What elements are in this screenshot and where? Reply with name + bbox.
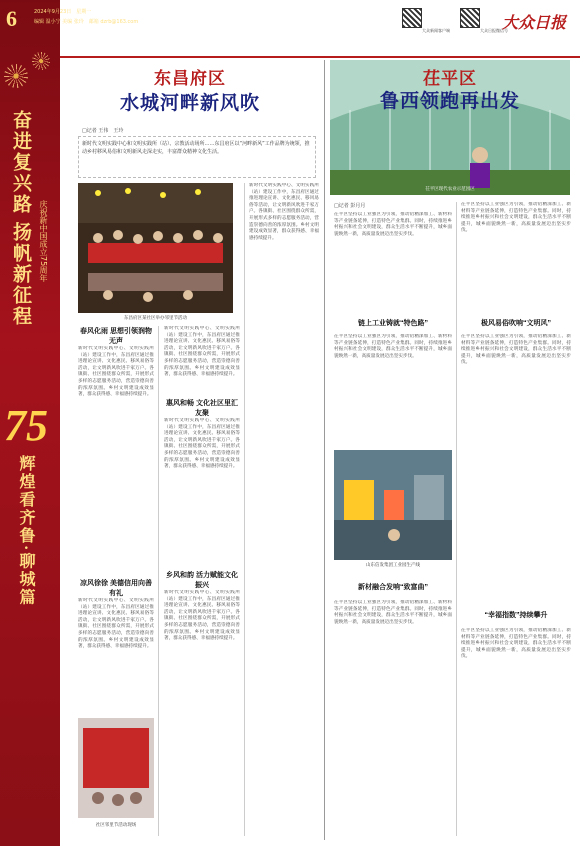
left-subhead-4: 乡风和韵 活力赋能文化振兴 (166, 572, 238, 589)
right-photo-caption: 茌平区现代农业示范园区 (425, 187, 475, 192)
column-divider (244, 183, 245, 836)
newspaper-logo: 大众日报 (502, 15, 567, 32)
right-headline-1: 茌平区 (423, 69, 477, 88)
qr-right-label: 大众日报微信号 (480, 28, 508, 33)
left-subhead-1: 春风化雨 思想引领润物无声 (80, 328, 152, 345)
left-photo-caption: 东昌府区某社区举办邻里节活动 (124, 316, 187, 321)
right-body-col2: 茌平区坚持以工业强区为引领，推动铝精深加工、新材料等产业链条延伸，打造特色产业集群。同时，持续推进乡村振兴和社会文明建设，群众生活水平不断提升，城乡面貌焕然一新，高质量发展迈出坚实步伐。 (461, 202, 571, 234)
firework-decoration (4, 64, 28, 88)
sidebar-slogan: 辉煌看齐鲁·聊城篇 (17, 455, 34, 607)
column-divider (456, 202, 457, 836)
left-subhead-2: 惠风和畅 文化社区里汇友聚 (166, 400, 238, 417)
left-lead: 新时代文明实践中心和文明实践所（站）、宗教活动场所……东昌府区以“河畔新风”工作品牌为统领，推动乡村移风易俗和文明新风走深走实，丰富群众精神文化生活。 (78, 136, 316, 178)
left-body-col1b: 新时代文明实践中心、文明实践所（站）建设工作中，东昌府区通过推进理论宣讲、文化惠民、移风易俗等活动，让文明新风吹进千家万户。各镇街、社区围绕群众所需，开展形式多样的志愿服务活动，营造崇德向善的浓厚氛围。乡村文明建设成效显著，群众获得感、幸福感持续提升。 (78, 598, 154, 650)
left-headline-1: 东昌府区 (154, 69, 226, 88)
left-subhead-3: 凉风徐徐 美德信用向善有礼 (80, 580, 152, 597)
qr-code-icon (460, 8, 480, 28)
page-number: 6 (6, 6, 17, 31)
left-body-col1: 新时代文明实践中心、文明实践所（站）建设工作中，东昌府区通过推进理论宣讲、文化惠民、移风易俗等活动，让文明新风吹进千家万户。各镇街、社区围绕群众所需，开展形式多样的志愿服务活动，营造崇德向善的浓厚氛围。乡村文明建设成效显著，群众获得感、幸福感持续提升。 (78, 346, 154, 398)
right-body-col1c: 茌平区坚持以工业强区为引领，推动铝精深加工、新材料等产业链条延伸，打造特色产业集群。同时，持续推进乡村振兴和社会文明建设，群众生活水平不断提升，城乡面貌焕然一新，高质量发展迈出坚实步伐。 (334, 600, 452, 625)
qr-code-icon (402, 8, 422, 28)
header-rule (60, 56, 580, 58)
left-sidebar-banner (0, 0, 60, 846)
date-line: 2024年9月23日 星期一 (34, 9, 92, 15)
right-body-col1: 茌平区坚持以工业强区为引领，推动铝精深加工、新材料等产业链条延伸，打造特色产业集群。同时，持续推进乡村振兴和社会文明建设，群众生活水平不断提升，城乡面貌焕然一新，高质量发展迈出坚实步伐。 (334, 212, 452, 237)
sidebar-vertical-subtitle: 庆祝新中国成立75周年 (39, 200, 48, 283)
left-photo-event (78, 183, 233, 313)
left-body-col2b: 新时代文明实践中心、文明实践所（站）建设工作中，东昌府区通过推进理论宣讲、文化惠民、移风易俗等活动，让文明新风吹进千家万户。各镇街、社区围绕群众所需，开展形式多样的志愿服务活动，营造崇德向善的浓厚氛围。乡村文明建设成效显著，群众获得感、幸福感持续提升。 (164, 418, 240, 470)
left-photo2-caption: 社区邻里节活动现场 (95, 823, 137, 828)
right-body-col2c: 茌平区坚持以工业强区为引领，推动铝精深加工、新材料等产业链条延伸，打造特色产业集群。同时，持续推进乡村振兴和社会文明建设，群众生活水平不断提升，城乡面貌焕然一新，高质量发展迈出坚实步伐。 (461, 628, 571, 660)
right-subhead-3: 新材融合发响“致富曲” (358, 584, 428, 591)
left-photo-2 (78, 718, 154, 818)
anniversary-number: 75 (4, 401, 48, 450)
right-photo-factory (334, 450, 452, 560)
firework-decoration (32, 52, 50, 70)
left-headline-2: 水城河畔新风吹 (119, 93, 260, 114)
left-body-col2c: 新时代文明实践中心、文明实践所（站）建设工作中，东昌府区通过推进理论宣讲、文化惠民、移风易俗等活动，让文明新风吹进千家万户。各镇街、社区围绕群众所需，开展形式多样的志愿服务活动，营造崇德向善的浓厚氛围。乡村文明建设成效显著，群众获得感、幸福感持续提升。 (164, 590, 240, 642)
left-body-col2: 新时代文明实践中心、文明实践所（站）建设工作中，东昌府区通过推进理论宣讲、文化惠民、移风易俗等活动，让文明新风吹进千家万户。各镇街、社区围绕群众所需，开展形式多样的志愿服务活动，营造崇德向善的浓厚氛围。乡村文明建设成效显著，群众获得感、幸福感持续提升。 (164, 326, 240, 378)
right-body-col1b: 茌平区坚持以工业强区为引领，推动铝精深加工、新材料等产业链条延伸，打造特色产业集群。同时，持续推进乡村振兴和社会文明建设，群众生活水平不断提升，城乡面貌焕然一新，高质量发展迈出坚实步伐。 (334, 334, 452, 359)
right-subhead-1: 链上工业铸就“特色路” (358, 320, 428, 327)
edition-line: 编辑 温小宁 美编 张玲 邮箱 dzrb@163.com (34, 19, 139, 25)
sidebar-vertical-title: 奋进复兴路 扬帆新征程 (10, 110, 31, 327)
article-divider (324, 60, 325, 840)
right-subhead-2: 极风易俗吹响“文明风” (481, 320, 551, 327)
right-byline: □记者 彭月月 (334, 203, 366, 209)
right-body-col2b: 茌平区坚持以工业强区为引领，推动铝精深加工、新材料等产业链条延伸，打造特色产业集群。同时，持续推进乡村振兴和社会文明建设，群众生活水平不断提升，城乡面貌焕然一新，高质量发展迈出坚实步伐。 (461, 334, 571, 366)
left-body-col3: 新时代文明实践中心、文明实践所（站）建设工作中，东昌府区通过推进理论宣讲、文化惠民、移风易俗等活动，让文明新风吹进千家万户。各镇街、社区围绕群众所需，开展形式多样的志愿服务活动，营造崇德向善的浓厚氛围。乡村文明建设成效显著，群众获得感、幸福感持续提升。 (249, 183, 319, 241)
right-headline-2: 鲁西领跑再出发 (379, 91, 520, 112)
page-header (6, 0, 580, 56)
qr-left-label: 大众新闻客户端 (422, 28, 450, 33)
right-photo2-caption: 山东信发集团工业园生产线 (366, 563, 420, 568)
right-subhead-4: “幸福指数”持续攀升 (484, 612, 548, 619)
column-divider (158, 326, 159, 836)
left-byline: □记者 王伟 王玲 (82, 128, 124, 134)
